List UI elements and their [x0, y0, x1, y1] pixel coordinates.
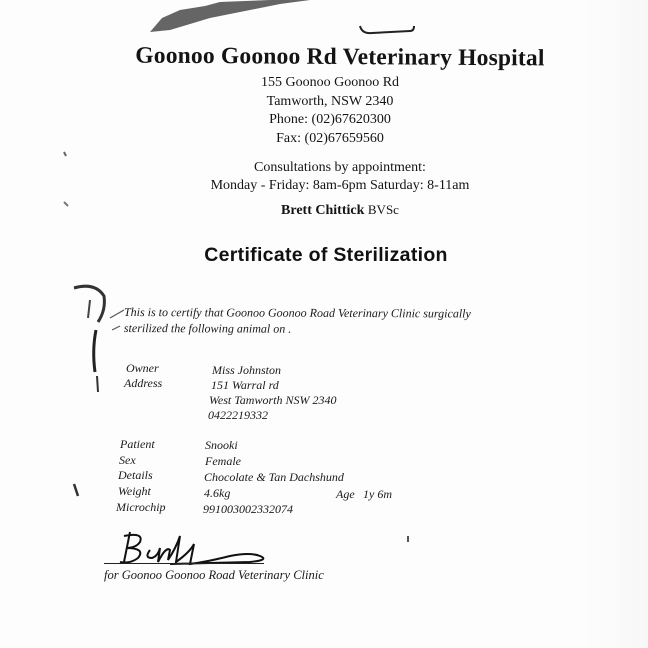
intro-line1: This is to certify that Goonoo Goonoo Road Veterinary Clinic surgically	[123, 305, 471, 321]
patient-label: Patient	[120, 437, 155, 451]
hospital-contact-block	[190, 74, 470, 148]
hospital-name: Goonoo Goonoo Rd Veterinary Hospital	[135, 42, 545, 72]
details-label: Details	[118, 468, 153, 482]
microchip-value: 991003002332074	[203, 502, 293, 516]
age-label: Age	[336, 487, 355, 501]
hospital-fax: Fax: (02)67659560	[276, 130, 384, 146]
hours-schedule: Monday - Friday: 8am-6pm Saturday: 8-11am	[210, 178, 470, 193]
vet-qualifications: BVSc	[367, 202, 399, 217]
vet-name: Brett Chittick	[281, 203, 365, 218]
consultation-hours	[150, 159, 530, 195]
owner-label: Owner	[126, 361, 159, 375]
address-label: Address	[124, 376, 163, 390]
signature-line	[104, 563, 264, 564]
patient-value: Snooki	[205, 438, 238, 452]
scan-mark	[407, 536, 409, 542]
vet-line	[0, 202, 648, 219]
weight-label: Weight	[118, 484, 151, 498]
details-value: Chocolate & Tan Dachshund	[204, 470, 344, 484]
intro-line2: sterilized the following animal on .	[123, 320, 292, 336]
hospital-address-line1: 155 Goonoo Goonoo Rd	[260, 75, 400, 90]
certificate-intro	[124, 304, 471, 338]
owner-phone: 0422219332	[208, 408, 268, 422]
owner-address-line2: West Tamworth NSW 2340	[209, 393, 337, 407]
sex-value: Female	[205, 454, 241, 468]
microchip-label: Microchip	[116, 500, 166, 514]
hours-heading: Consultations by appointment:	[254, 160, 426, 175]
signature	[110, 528, 280, 572]
owner-address-line1: 151 Warral rd	[211, 378, 279, 392]
hospital-phone: Phone: (02)67620300	[269, 112, 391, 127]
sex-label: Sex	[119, 453, 136, 467]
weight-value: 4.6kg	[204, 486, 231, 500]
age-value: 1y 6m	[363, 487, 392, 501]
owner-value: Miss Johnston	[212, 363, 281, 377]
hospital-address-line2: Tamworth, NSW 2340	[266, 93, 394, 109]
signature-caption: for Goonoo Goonoo Road Veterinary Clinic	[104, 568, 324, 582]
certificate-title: Certificate of Sterilization	[204, 244, 448, 266]
